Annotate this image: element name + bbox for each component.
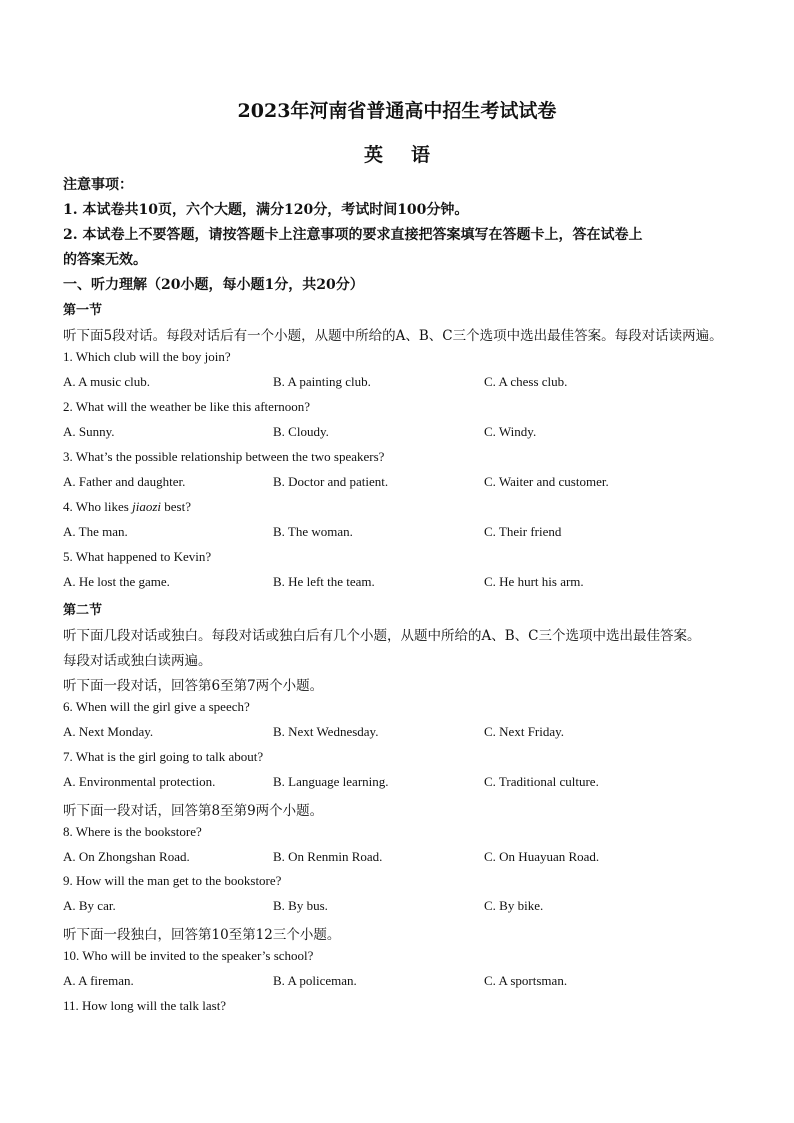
- option-10a: A. A fireman.: [63, 973, 134, 988]
- question-5: 5. What happened to Kevin?: [63, 549, 212, 564]
- question-1: 1. Which club will the boy join?: [63, 349, 231, 364]
- notice-item-2-line-2: 的答案无效。: [63, 252, 147, 268]
- options-row-7: [0, 774, 794, 792]
- part1-instruction: 听下面5段对话。每段对话后有一个小题，从题中所给的A、B、C三个选项中选出最佳答案。每段对话读两遍。: [63, 328, 723, 344]
- question-6: 6. When will the girl give a speech?: [63, 699, 250, 714]
- option-9c: C. By bike.: [484, 898, 544, 913]
- options-row-10: [0, 973, 794, 991]
- option-3a: A. Father and daughter.: [63, 474, 186, 489]
- options-row-5: [0, 574, 794, 592]
- option-4b: B. The woman.: [273, 524, 353, 539]
- part2-instruction-line-1: 听下面几段对话或独白。每段对话或独白后有几个小题，从题中所给的A、B、C三个选项中选出最佳答案。: [63, 628, 701, 644]
- options-row-8: [0, 849, 794, 867]
- option-6a: A. Next Monday.: [63, 724, 154, 739]
- option-6b: B. Next Wednesday.: [273, 724, 379, 739]
- option-6c: C. Next Friday.: [484, 724, 565, 739]
- question-2: 2. What will the weather be like this afternoon?: [63, 399, 311, 414]
- option-3c: C. Waiter and customer.: [484, 474, 609, 489]
- question-3: 3. What’s the possible relationship between the two speakers?: [63, 449, 385, 464]
- question-11: 11. How long will the talk last?: [63, 998, 227, 1013]
- question-4-post: best?: [161, 499, 191, 514]
- option-1a: A. A music club.: [63, 374, 151, 389]
- notice-item-2-line-1: 2. 本试卷上不要答题，请按答题卡上注意事项的要求直接把答案填写在答题卡上，答在试卷上: [63, 227, 643, 243]
- option-10b: B. A policeman.: [273, 973, 357, 988]
- option-5c: C. He hurt his arm.: [484, 574, 584, 589]
- option-5a: A. He lost the game.: [63, 574, 170, 589]
- option-8a: A. On Zhongshan Road.: [63, 849, 190, 864]
- part2-sub-instruction-2: 听下面一段对话，回答第8至第9两个小题。: [63, 803, 324, 819]
- exam-title: 2023年河南省普通高中招生考试试卷: [237, 100, 557, 122]
- option-7a: A. Environmental protection.: [63, 774, 216, 789]
- options-row-1: [0, 374, 794, 392]
- option-2c: C. Windy.: [484, 424, 537, 439]
- section-heading: 一、听力理解（20小题，每小题1分，共20分）: [63, 277, 364, 293]
- option-3b: B. Doctor and patient.: [273, 474, 389, 489]
- option-8b: B. On Renmin Road.: [273, 849, 383, 864]
- option-5b: B. He left the team.: [273, 574, 375, 589]
- option-4c: C. Their friend: [484, 524, 562, 539]
- part2-sub-instruction-3: 听下面一段独白，回答第10至第12三个小题。: [63, 927, 341, 943]
- question-8: 8. Where is the bookstore?: [63, 824, 202, 839]
- part2-sub-instruction-1: 听下面一段对话，回答第6至第7两个小题。: [63, 678, 324, 694]
- question-10: 10. Who will be invited to the speaker’s school?: [63, 948, 314, 963]
- notice-item-1: 1. 本试卷共10页，六个大题，满分120分，考试时间100分钟。: [63, 202, 469, 218]
- question-4-italic: jiaozi: [132, 499, 161, 514]
- part1-label: 第一节: [63, 303, 103, 318]
- option-1c: C. A chess club.: [484, 374, 568, 389]
- option-7b: B. Language learning.: [273, 774, 389, 789]
- question-4: [63, 499, 743, 515]
- question-4-pre: 4. Who likes: [63, 499, 133, 514]
- option-10c: C. A sportsman.: [484, 973, 568, 988]
- option-7c: C. Traditional culture.: [484, 774, 599, 789]
- subject-title: 英语: [363, 144, 458, 166]
- option-8c: C. On Huayuan Road.: [484, 849, 600, 864]
- options-row-4: [0, 524, 794, 542]
- option-2b: B. Cloudy.: [273, 424, 329, 439]
- options-row-2: [0, 424, 794, 442]
- part2-instruction-line-2: 每段对话或独白读两遍。: [63, 653, 212, 669]
- options-row-6: [0, 724, 794, 742]
- option-9a: A. By car.: [63, 898, 116, 913]
- part2-label: 第二节: [63, 603, 103, 618]
- options-row-9: [0, 898, 794, 916]
- options-row-3: [0, 474, 794, 492]
- question-9: 9. How will the man get to the bookstore?: [63, 873, 282, 888]
- notice-heading: 注意事项：: [63, 177, 133, 193]
- option-1b: B. A painting club.: [273, 374, 371, 389]
- option-4a: A. The man.: [63, 524, 128, 539]
- option-2a: A. Sunny.: [63, 424, 115, 439]
- option-9b: B. By bus.: [273, 898, 328, 913]
- question-7: 7. What is the girl going to talk about?: [63, 749, 264, 764]
